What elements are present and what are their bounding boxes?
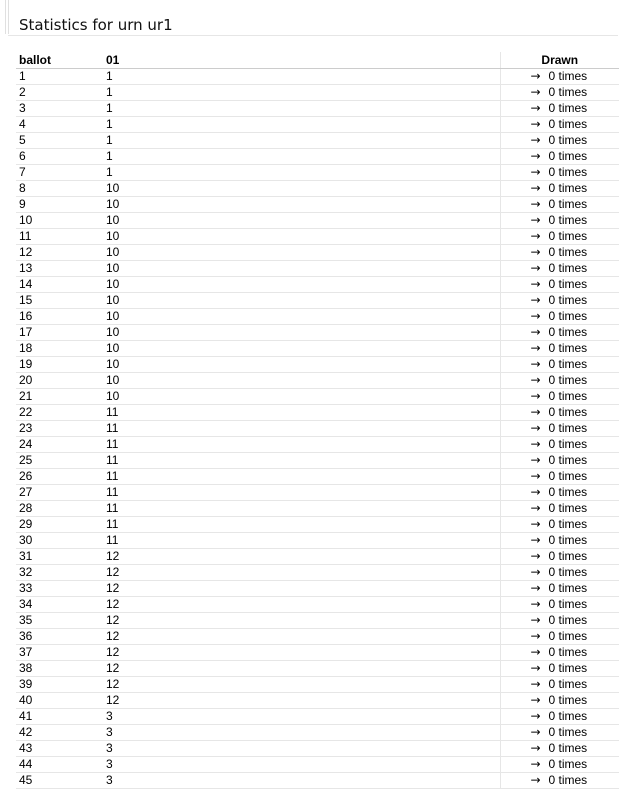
drawn-count-text: 0 times: [548, 469, 588, 483]
arrow-right-icon: →: [530, 581, 541, 595]
table-row: [16, 165, 619, 181]
ballot-value-cell: 10: [103, 245, 500, 261]
drawn-count-text: 0 times: [548, 421, 588, 435]
ballot-number-cell: 31: [16, 549, 103, 565]
drawn-count-cell: [500, 293, 619, 309]
drawn-count-text: 0 times: [548, 725, 588, 739]
drawn-count-text: 0 times: [548, 405, 588, 419]
drawn-count-cell: [500, 69, 619, 85]
arrow-right-icon: →: [530, 501, 541, 515]
arrow-right-icon: →: [530, 373, 541, 387]
drawn-count-cell: [500, 261, 619, 277]
drawn-count-text: 0 times: [548, 693, 588, 707]
ballot-value-cell: 12: [103, 661, 500, 677]
drawn-count-text: 0 times: [548, 757, 588, 771]
drawn-count-text: 0 times: [548, 677, 588, 691]
table-row: [16, 757, 619, 773]
arrow-right-icon: →: [530, 437, 541, 451]
ballot-number-cell: 1: [16, 69, 103, 85]
drawn-count-text: 0 times: [548, 261, 588, 275]
drawn-count-text: 0 times: [548, 117, 588, 131]
table-row: [16, 309, 619, 325]
page-header: [8, 0, 618, 36]
table-row: [16, 469, 619, 485]
ballot-value-cell: 11: [103, 437, 500, 453]
ballot-value-cell: 10: [103, 293, 500, 309]
table-row: [16, 693, 619, 709]
ballot-value-cell: 10: [103, 197, 500, 213]
table-row: [16, 581, 619, 597]
ballot-value-cell: 12: [103, 629, 500, 645]
drawn-count-text: 0 times: [548, 581, 588, 595]
ballot-value-cell: 10: [103, 325, 500, 341]
arrow-right-icon: →: [530, 757, 541, 771]
drawn-count-cell: [500, 277, 619, 293]
arrow-right-icon: →: [530, 485, 541, 499]
table-row: [16, 293, 619, 309]
drawn-count-text: 0 times: [548, 69, 588, 83]
table-row: [16, 677, 619, 693]
ballot-number-cell: 2: [16, 85, 103, 101]
arrow-right-icon: →: [530, 149, 541, 163]
arrow-right-icon: →: [530, 213, 541, 227]
ballot-number-cell: 43: [16, 741, 103, 757]
arrow-right-icon: →: [530, 293, 541, 307]
ballot-number-cell: 19: [16, 357, 103, 373]
ballot-number-cell: 22: [16, 405, 103, 421]
drawn-count-text: 0 times: [548, 773, 588, 787]
drawn-count-cell: [500, 677, 619, 693]
arrow-right-icon: →: [530, 613, 541, 627]
ballot-value-cell: 12: [103, 693, 500, 709]
drawn-count-text: 0 times: [548, 341, 588, 355]
ballot-value-cell: 10: [103, 341, 500, 357]
ballot-number-cell: 15: [16, 293, 103, 309]
drawn-count-text: 0 times: [548, 629, 588, 643]
drawn-count-cell: [500, 309, 619, 325]
ballot-number-cell: 30: [16, 533, 103, 549]
ballot-number-cell: 18: [16, 341, 103, 357]
ballot-number-cell: 8: [16, 181, 103, 197]
ballot-number-cell: 36: [16, 629, 103, 645]
drawn-count-cell: [500, 133, 619, 149]
drawn-count-cell: [500, 549, 619, 565]
drawn-count-cell: [500, 181, 619, 197]
drawn-count-text: 0 times: [548, 437, 588, 451]
drawn-count-text: 0 times: [548, 661, 588, 675]
table-row: [16, 133, 619, 149]
table-row: [16, 405, 619, 421]
drawn-count-text: 0 times: [548, 613, 588, 627]
arrow-right-icon: →: [530, 725, 541, 739]
drawn-count-cell: [500, 581, 619, 597]
ballot-value-cell: 10: [103, 229, 500, 245]
drawn-count-cell: [500, 597, 619, 613]
table-row: [16, 277, 619, 293]
drawn-count-cell: [500, 725, 619, 741]
drawn-count-cell: [500, 405, 619, 421]
drawn-count-cell: [500, 565, 619, 581]
drawn-count-cell: [500, 197, 619, 213]
ballot-value-cell: 11: [103, 453, 500, 469]
drawn-count-cell: [500, 357, 619, 373]
ballot-number-cell: 29: [16, 517, 103, 533]
ballot-value-cell: 11: [103, 533, 500, 549]
table-row: [16, 373, 619, 389]
ballot-statistics-table: [16, 52, 619, 789]
ballot-number-cell: 13: [16, 261, 103, 277]
drawn-count-text: 0 times: [548, 709, 588, 723]
drawn-count-text: 0 times: [548, 501, 588, 515]
drawn-count-cell: [500, 341, 619, 357]
drawn-count-text: 0 times: [548, 741, 588, 755]
table-row: [16, 645, 619, 661]
drawn-count-text: 0 times: [548, 645, 588, 659]
ballot-number-cell: 37: [16, 645, 103, 661]
arrow-right-icon: →: [530, 245, 541, 259]
ballot-number-cell: 39: [16, 677, 103, 693]
drawn-count-cell: [500, 245, 619, 261]
drawn-count-cell: [500, 373, 619, 389]
arrow-right-icon: →: [530, 309, 541, 323]
table-row: [16, 501, 619, 517]
table-row: [16, 613, 619, 629]
ballot-number-cell: 34: [16, 597, 103, 613]
ballot-number-cell: 16: [16, 309, 103, 325]
ballot-number-cell: 35: [16, 613, 103, 629]
ballot-number-cell: 21: [16, 389, 103, 405]
ballot-value-cell: 3: [103, 741, 500, 757]
table-row: [16, 597, 619, 613]
arrow-right-icon: →: [530, 101, 541, 115]
left-margin-rule: [5, 0, 6, 34]
ballot-number-cell: 38: [16, 661, 103, 677]
table-row: [16, 421, 619, 437]
drawn-column-header[interactable]: Drawn: [500, 52, 619, 69]
arrow-right-icon: →: [530, 389, 541, 403]
ballot-number-cell: 28: [16, 501, 103, 517]
ballot-number-cell: 25: [16, 453, 103, 469]
drawn-count-cell: [500, 693, 619, 709]
ballot-value-cell: 1: [103, 117, 500, 133]
arrow-right-icon: →: [530, 597, 541, 611]
ballot-value-cell: 12: [103, 613, 500, 629]
arrow-right-icon: →: [530, 693, 541, 707]
drawn-count-cell: [500, 517, 619, 533]
drawn-count-cell: [500, 533, 619, 549]
ballot-value-cell: 10: [103, 213, 500, 229]
drawn-count-cell: [500, 613, 619, 629]
ballot-number-cell: 26: [16, 469, 103, 485]
arrow-right-icon: →: [530, 453, 541, 467]
arrow-right-icon: →: [530, 661, 541, 675]
drawn-count-text: 0 times: [548, 325, 588, 339]
arrow-right-icon: →: [530, 341, 541, 355]
drawn-count-cell: [500, 149, 619, 165]
drawn-count-cell: [500, 101, 619, 117]
table-row: [16, 485, 619, 501]
table-row: [16, 725, 619, 741]
arrow-right-icon: →: [530, 741, 541, 755]
ballot-value-cell: 10: [103, 277, 500, 293]
drawn-count-text: 0 times: [548, 549, 588, 563]
table-row: [16, 181, 619, 197]
ballot-number-cell: 33: [16, 581, 103, 597]
table-row: [16, 357, 619, 373]
page-title: Statistics for urn ur1: [19, 16, 173, 34]
table-row: [16, 533, 619, 549]
arrow-right-icon: →: [530, 565, 541, 579]
drawn-count-cell: [500, 741, 619, 757]
table-row: [16, 661, 619, 677]
arrow-right-icon: →: [530, 261, 541, 275]
drawn-count-cell: [500, 421, 619, 437]
ballot-value-cell: 10: [103, 309, 500, 325]
arrow-right-icon: →: [530, 421, 541, 435]
drawn-count-text: 0 times: [548, 597, 588, 611]
table-row: [16, 229, 619, 245]
drawn-count-cell: [500, 773, 619, 789]
drawn-count-cell: [500, 501, 619, 517]
table-row: [16, 245, 619, 261]
table-row: [16, 117, 619, 133]
ballot-number-cell: 6: [16, 149, 103, 165]
ballot-value-cell: 12: [103, 597, 500, 613]
ballot-number-cell: 45: [16, 773, 103, 789]
arrow-right-icon: →: [530, 277, 541, 291]
drawn-count-cell: [500, 661, 619, 677]
drawn-count-text: 0 times: [548, 453, 588, 467]
ballot-number-cell: 23: [16, 421, 103, 437]
drawn-count-cell: [500, 629, 619, 645]
arrow-right-icon: →: [530, 533, 541, 547]
drawn-count-text: 0 times: [548, 229, 588, 243]
ballot-value-cell: 1: [103, 85, 500, 101]
table-row: [16, 565, 619, 581]
drawn-count-text: 0 times: [548, 309, 588, 323]
drawn-count-text: 0 times: [548, 373, 588, 387]
drawn-count-text: 0 times: [548, 165, 588, 179]
arrow-right-icon: →: [530, 469, 541, 483]
drawn-count-cell: [500, 229, 619, 245]
value-column-header[interactable]: 01: [103, 52, 500, 69]
ballot-value-cell: 3: [103, 709, 500, 725]
ballot-value-cell: 10: [103, 389, 500, 405]
table-row: [16, 453, 619, 469]
ballot-value-cell: 11: [103, 469, 500, 485]
ballot-number-cell: 3: [16, 101, 103, 117]
drawn-count-text: 0 times: [548, 485, 588, 499]
table-row: [16, 389, 619, 405]
arrow-right-icon: →: [530, 645, 541, 659]
drawn-count-cell: [500, 757, 619, 773]
ballot-value-cell: 1: [103, 133, 500, 149]
drawn-count-cell: [500, 709, 619, 725]
ballot-value-cell: 3: [103, 757, 500, 773]
drawn-count-cell: [500, 453, 619, 469]
arrow-right-icon: →: [530, 85, 541, 99]
ballot-number-cell: 44: [16, 757, 103, 773]
arrow-right-icon: →: [530, 325, 541, 339]
ballot-value-cell: 3: [103, 725, 500, 741]
ballot-number-cell: 7: [16, 165, 103, 181]
drawn-count-cell: [500, 213, 619, 229]
drawn-count-text: 0 times: [548, 85, 588, 99]
table-row: [16, 101, 619, 117]
arrow-right-icon: →: [530, 133, 541, 147]
drawn-count-text: 0 times: [548, 213, 588, 227]
ballot-value-cell: 1: [103, 149, 500, 165]
arrow-right-icon: →: [530, 69, 541, 83]
table-row: [16, 341, 619, 357]
ballot-value-cell: 12: [103, 677, 500, 693]
table-row: [16, 69, 619, 85]
arrow-right-icon: →: [530, 773, 541, 787]
table-row: [16, 709, 619, 725]
arrow-right-icon: →: [530, 405, 541, 419]
table-row: [16, 549, 619, 565]
ballot-number-cell: 41: [16, 709, 103, 725]
arrow-right-icon: →: [530, 229, 541, 243]
ballot-number-cell: 4: [16, 117, 103, 133]
arrow-right-icon: →: [530, 517, 541, 531]
table-body: [16, 69, 619, 789]
ballot-value-cell: 11: [103, 405, 500, 421]
ballot-number-cell: 40: [16, 693, 103, 709]
drawn-count-text: 0 times: [548, 133, 588, 147]
ballot-number-cell: 20: [16, 373, 103, 389]
drawn-count-text: 0 times: [548, 149, 588, 163]
drawn-count-cell: [500, 645, 619, 661]
drawn-count-text: 0 times: [548, 245, 588, 259]
ballot-number-cell: 42: [16, 725, 103, 741]
arrow-right-icon: →: [530, 709, 541, 723]
ballot-value-cell: 12: [103, 565, 500, 581]
ballot-number-cell: 17: [16, 325, 103, 341]
ballot-value-cell: 10: [103, 181, 500, 197]
drawn-count-cell: [500, 485, 619, 501]
drawn-count-cell: [500, 469, 619, 485]
ballot-number-cell: 14: [16, 277, 103, 293]
drawn-count-text: 0 times: [548, 565, 588, 579]
ballot-value-cell: 1: [103, 69, 500, 85]
ballot-value-cell: 1: [103, 101, 500, 117]
drawn-count-text: 0 times: [548, 277, 588, 291]
ballot-number-cell: 32: [16, 565, 103, 581]
drawn-count-text: 0 times: [548, 389, 588, 403]
ballot-value-cell: 1: [103, 165, 500, 181]
arrow-right-icon: →: [530, 165, 541, 179]
table-row: [16, 325, 619, 341]
ballot-value-cell: 12: [103, 581, 500, 597]
ballot-value-cell: 12: [103, 645, 500, 661]
drawn-count-cell: [500, 117, 619, 133]
drawn-count-text: 0 times: [548, 293, 588, 307]
arrow-right-icon: →: [530, 117, 541, 131]
ballot-value-cell: 10: [103, 261, 500, 277]
arrow-right-icon: →: [530, 181, 541, 195]
table-row: [16, 437, 619, 453]
drawn-count-text: 0 times: [548, 101, 588, 115]
drawn-count-cell: [500, 437, 619, 453]
ballot-number-cell: 12: [16, 245, 103, 261]
ballot-value-cell: 11: [103, 517, 500, 533]
header-row: [16, 52, 619, 69]
ballot-value-cell: 3: [103, 773, 500, 789]
table-row: [16, 85, 619, 101]
drawn-count-text: 0 times: [548, 517, 588, 531]
table-header: [16, 52, 619, 69]
ballot-value-cell: 11: [103, 421, 500, 437]
arrow-right-icon: →: [530, 629, 541, 643]
arrow-right-icon: →: [530, 549, 541, 563]
ballot-column-header[interactable]: ballot: [16, 52, 103, 69]
drawn-count-cell: [500, 165, 619, 181]
drawn-count-cell: [500, 85, 619, 101]
table-row: [16, 517, 619, 533]
drawn-count-text: 0 times: [548, 357, 588, 371]
table-row: [16, 741, 619, 757]
ballot-value-cell: 11: [103, 485, 500, 501]
table-row: [16, 261, 619, 277]
ballot-number-cell: 9: [16, 197, 103, 213]
arrow-right-icon: →: [530, 197, 541, 211]
arrow-right-icon: →: [530, 677, 541, 691]
ballot-value-cell: 10: [103, 373, 500, 389]
table-row: [16, 149, 619, 165]
drawn-count-cell: [500, 389, 619, 405]
ballot-number-cell: 27: [16, 485, 103, 501]
drawn-count-text: 0 times: [548, 533, 588, 547]
ballot-number-cell: 10: [16, 213, 103, 229]
drawn-count-text: 0 times: [548, 181, 588, 195]
ballot-value-cell: 11: [103, 501, 500, 517]
drawn-count-text: 0 times: [548, 197, 588, 211]
ballot-value-cell: 10: [103, 357, 500, 373]
table-row: [16, 213, 619, 229]
arrow-right-icon: →: [530, 357, 541, 371]
ballot-value-cell: 12: [103, 549, 500, 565]
ballot-number-cell: 5: [16, 133, 103, 149]
table-row: [16, 773, 619, 789]
drawn-count-cell: [500, 325, 619, 341]
table-row: [16, 629, 619, 645]
table-row: [16, 197, 619, 213]
ballot-number-cell: 24: [16, 437, 103, 453]
ballot-number-cell: 11: [16, 229, 103, 245]
